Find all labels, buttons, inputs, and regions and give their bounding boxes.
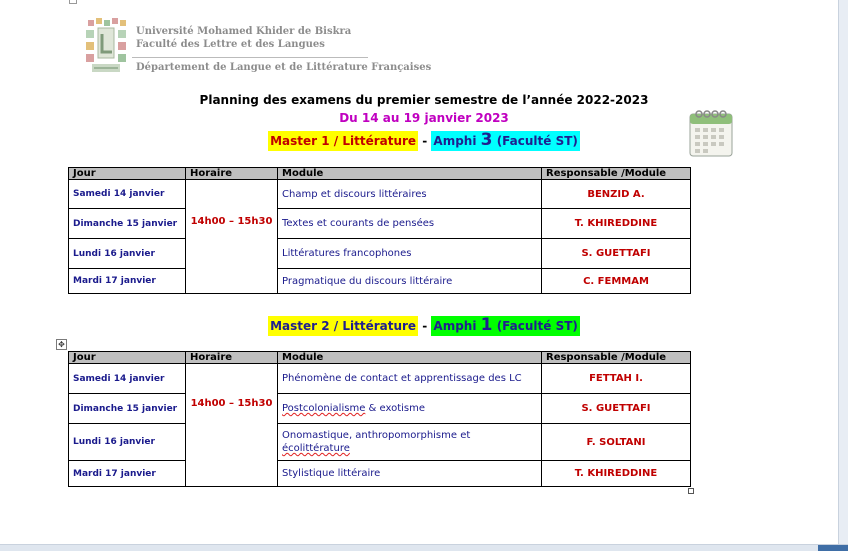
day-cell: Mardi 17 janvier xyxy=(69,461,186,487)
table-header-row xyxy=(69,168,691,180)
department-name: Département de Langue et de Littérature Françaises xyxy=(136,62,432,73)
faculty-name: Faculté des Lettre et des Langues xyxy=(136,39,325,50)
table-row xyxy=(69,239,691,269)
responsable-cell: C. FEMMAM xyxy=(542,269,691,294)
amphi-label: Amphi 1 (Faculté ST) xyxy=(433,315,578,335)
module-cell xyxy=(278,394,542,424)
responsable-cell: S. GUETTAFI xyxy=(542,239,691,269)
day-cell: Dimanche 15 janvier xyxy=(69,394,186,424)
window-right-border xyxy=(838,0,848,550)
amphi-label: Amphi 3 (Faculté ST) xyxy=(433,130,578,150)
module-cell: Littératures francophones xyxy=(278,239,542,269)
module-cell: Stylistique littéraire xyxy=(278,461,542,487)
responsable-cell: S. GUETTAFI xyxy=(542,394,691,424)
day-cell: Lundi 16 janvier xyxy=(69,239,186,269)
col-horaire: Horaire xyxy=(186,168,278,180)
col-horaire: Horaire xyxy=(186,352,278,364)
col-responsable: Responsable /Module xyxy=(542,168,691,180)
responsable-cell: FETTAH I. xyxy=(542,364,691,394)
section-heading-master2 xyxy=(0,315,848,335)
responsable-cell: T. KHIREDDINE xyxy=(542,461,691,487)
table-row xyxy=(69,180,691,209)
module-cell: Textes et courants de pensées xyxy=(278,209,542,239)
day-cell: Samedi 14 janvier xyxy=(69,364,186,394)
table-row xyxy=(69,394,691,424)
header-divider xyxy=(132,57,368,58)
responsable-cell: T. KHIREDDINE xyxy=(542,209,691,239)
status-tab xyxy=(818,545,848,551)
page-corner-mark xyxy=(69,0,77,4)
col-jour: Jour xyxy=(69,352,186,364)
day-cell: Dimanche 15 janvier xyxy=(69,209,186,239)
level-label: Master 2 / Littérature xyxy=(268,316,418,336)
time-cell: 14h00 – 15h30 xyxy=(186,180,278,294)
table-row xyxy=(69,461,691,487)
table-row xyxy=(69,209,691,239)
heading-separator: - xyxy=(422,134,428,148)
schedule-table-master1 xyxy=(68,167,691,294)
module-cell: Phénomène de contact et apprentissage des LC xyxy=(278,364,542,394)
col-jour: Jour xyxy=(69,168,186,180)
day-cell: Samedi 14 janvier xyxy=(69,180,186,209)
heading-separator: - xyxy=(422,319,428,333)
responsable-cell: F. SOLTANI xyxy=(542,424,691,461)
exam-dates: Du 14 au 19 janvier 2023 xyxy=(339,111,509,125)
module-text-a: Onomastique, anthropomorphisme et xyxy=(282,430,471,441)
time-cell: 14h00 – 15h30 xyxy=(186,364,278,487)
day-cell: Lundi 16 janvier xyxy=(69,424,186,461)
move-handle-icon[interactable]: ✥ xyxy=(56,339,67,350)
day-cell: Mardi 17 janvier xyxy=(69,269,186,294)
responsable-cell: BENZID A. xyxy=(542,180,691,209)
schedule-table-master2 xyxy=(68,351,691,487)
module-text-b: & exotisme xyxy=(365,403,426,414)
section-heading-master1 xyxy=(0,130,848,150)
table-row xyxy=(69,269,691,294)
col-responsable: Responsable /Module xyxy=(542,352,691,364)
col-module: Module xyxy=(278,168,542,180)
table-row xyxy=(69,364,691,394)
module-cell: Champ et discours littéraires xyxy=(278,180,542,209)
module-cell xyxy=(278,424,542,461)
table-row xyxy=(69,424,691,461)
document-title: Planning des examens du premier semestre de l’année 2022-2023 xyxy=(199,93,649,107)
col-module: Module xyxy=(278,352,542,364)
university-name: Université Mohamed Khider de Biskra xyxy=(136,26,352,37)
table-header-row xyxy=(69,352,691,364)
module-text-b: écolittérature xyxy=(282,443,350,454)
level-label: Master 1 / Littérature xyxy=(268,131,418,151)
module-cell: Pragmatique du discours littéraire xyxy=(278,269,542,294)
university-logo xyxy=(82,14,130,78)
module-text-a: Postcolonialisme xyxy=(282,403,366,414)
table-resize-handle[interactable] xyxy=(688,488,694,494)
